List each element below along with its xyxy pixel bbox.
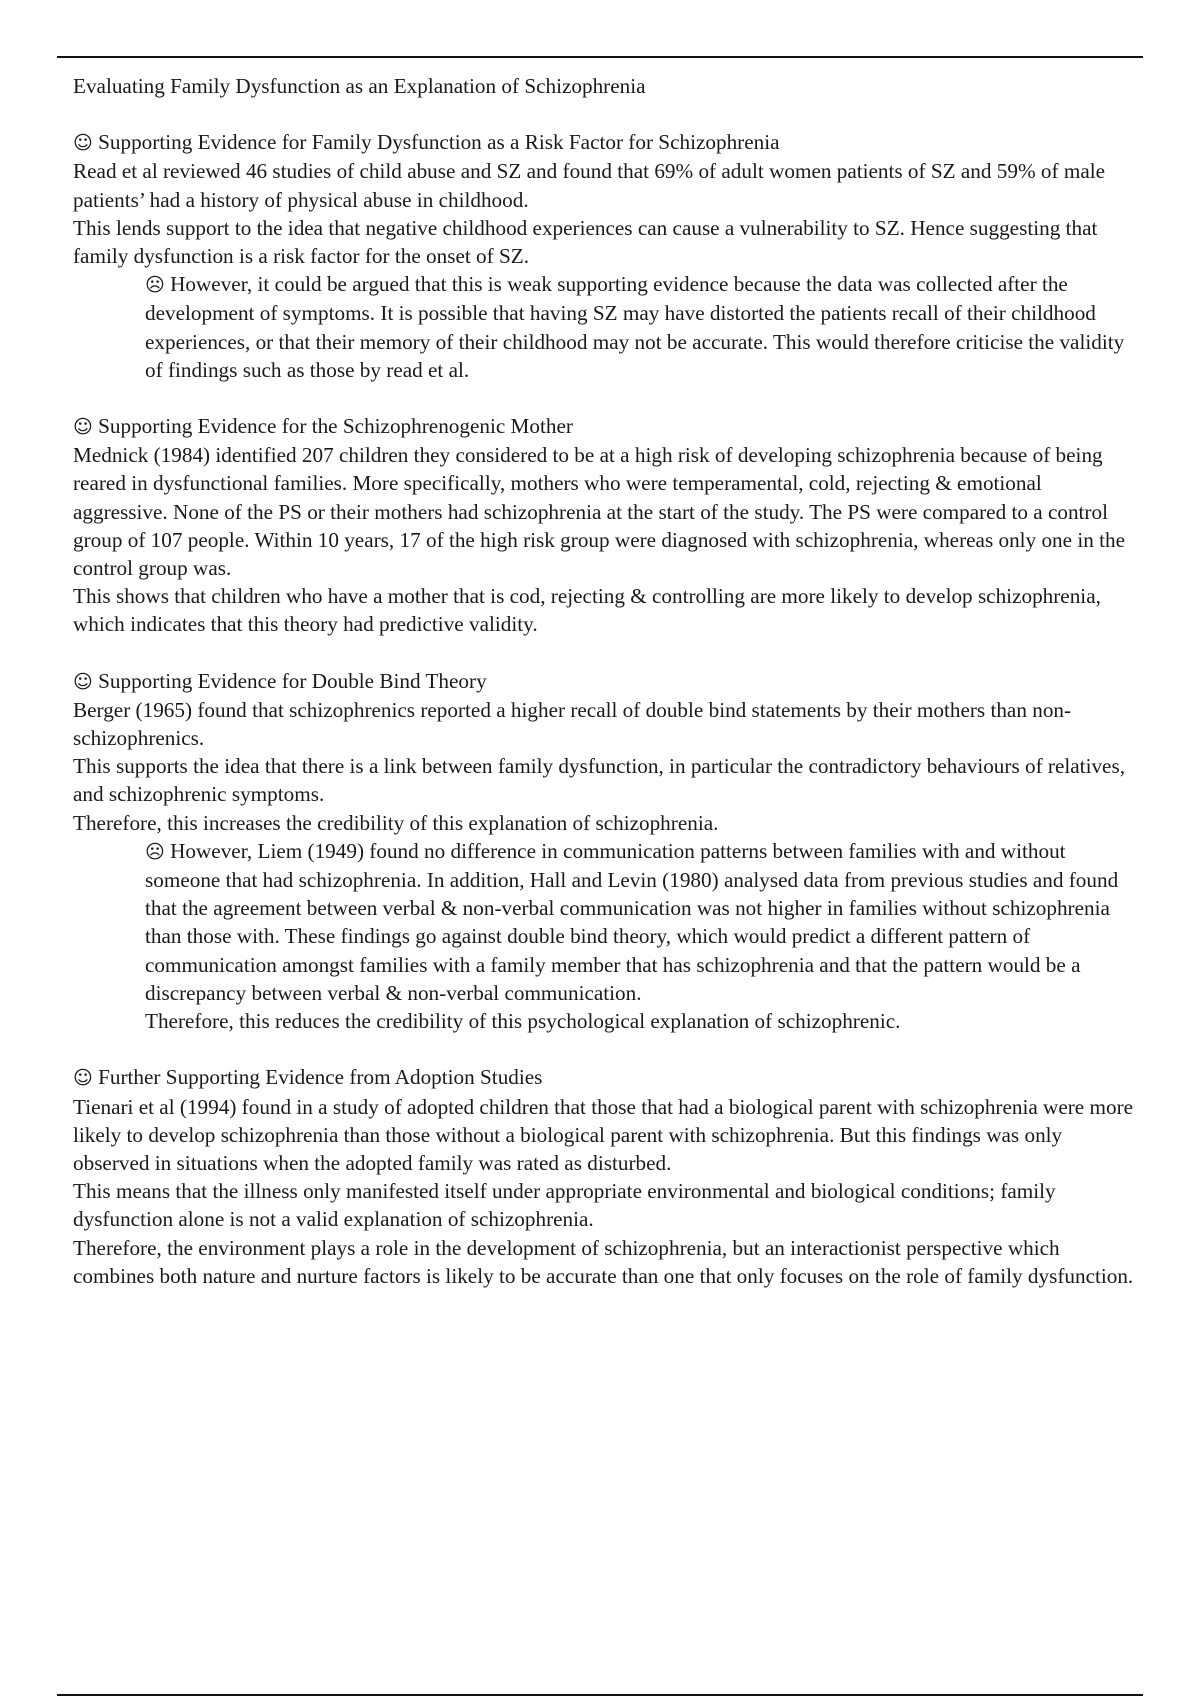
paragraph: This means that the illness only manifested itself under appropriate environmental and biological conditions; family dysfunction alone is not a valid explanation of schizophrenia. xyxy=(73,1179,1056,1232)
paragraph: Berger (1965) found that schizophrenics reported a higher recall of double bind statements by their mothers than non-schizophrenics. xyxy=(73,697,1072,751)
critique-paragraph xyxy=(73,270,1135,384)
section-schizophrenogenic-mother xyxy=(73,412,1135,639)
section-heading xyxy=(73,412,1135,441)
section-heading xyxy=(73,667,1135,696)
smiley-face-icon: ☺ xyxy=(73,670,93,693)
spacer xyxy=(73,100,1135,128)
critique-text: However, Liem (1949) found no difference in communication patterns between families with and without someone that had schizophrenia. In addition, Hall and Levin (1980) analysed data from previous studies and found that the agreement between verbal & non-verbal communication was not higher in families without schizophrenia than those with. These findings go against double bind theory, which would predict a different pattern of communication amongst families with a family member that has schizophrenia and that the pattern would be a discrepancy between verbal & non-verbal communication. xyxy=(145,838,1119,1005)
section-risk-factor xyxy=(73,128,1135,384)
spacer xyxy=(73,384,1135,412)
critique-text: However, it could be argued that this is weak supporting evidence because the data was collected after the development of symptoms. It is possible that having SZ may have distorted the patients recall of their childhood experiences, or that their memory of their childhood may not be accurate. This would therefore criticise the validity of findings such as those by read et al. xyxy=(145,272,1125,382)
section-heading-text: Supporting Evidence for the Schizophrenogenic Mother xyxy=(98,414,573,439)
paragraph: This shows that children who have a mother that is cod, rejecting & controlling are more likely to develop schizophrenia, which indicates that this theory had predictive validity. xyxy=(73,584,1101,637)
bottom-rule xyxy=(57,1694,1143,1696)
paragraph: This lends support to the idea that negative childhood experiences can cause a vulnerability to SZ. Hence suggesting that family dysfunction is a risk factor for the onset of SZ. xyxy=(73,215,1098,269)
paragraph: Read et al reviewed 46 studies of child abuse and SZ and found that 69% of adult women patients of SZ and 59% of male patients’ had a history of physical abuse in childhood. xyxy=(73,159,1106,212)
section-heading-text: Supporting Evidence for Family Dysfunction as a Risk Factor for Schizophrenia xyxy=(98,130,780,155)
spacer xyxy=(73,639,1135,667)
paragraph: Therefore, this increases the credibility of this explanation of schizophrenia. xyxy=(73,810,719,835)
smiley-face-icon: ☺ xyxy=(73,416,93,439)
frowning-face-icon: ☹ xyxy=(145,274,165,297)
paragraph: Tienari et al (1994) found in a study of adopted children that those that had a biological parent with schizophrenia were more likely to develop schizophrenia than those without a biological parent with schizophrenia. But this findings was only observed in situations when the adopted family was rated as disturbed. xyxy=(73,1094,1134,1175)
paragraph: This supports the idea that there is a link between family dysfunction, in particular the contradictory behaviours of relatives, and schizophrenic symptoms. xyxy=(73,754,1125,807)
section-double-bind-theory xyxy=(73,667,1135,1036)
frowning-face-icon: ☹ xyxy=(145,840,165,863)
document-title: Evaluating Family Dysfunction as an Explanation of Schizophrenia xyxy=(73,74,646,98)
smiley-face-icon: ☺ xyxy=(73,1067,93,1090)
paragraph: Therefore, the environment plays a role in the development of schizophrenia, but an interactionist perspective which combines both nature and nurture factors is likely to be accurate than one that only focuses on the role of family dysfunction. xyxy=(73,1235,1134,1288)
section-heading-text: Further Supporting Evidence from Adoption Studies xyxy=(98,1065,543,1090)
section-heading xyxy=(73,1063,1135,1092)
critique-paragraph: Therefore, this reduces the credibility of this psychological explanation of schizophrenic. xyxy=(145,1009,901,1034)
section-heading xyxy=(73,128,1135,157)
paragraph: Mednick (1984) identified 207 children they considered to be at a high risk of developing schizophrenia because of being reared in dysfunctional families. More specifically, mothers who were temperamental, cold, rejecting & emotional aggressive. None of the PS or their mothers had schizophrenia at the start of the study. The PS were compared to a control group of 107 people. Within 10 years, 17 of the high risk group were diagnosed with schizophrenia, whereas only one in the control group was. xyxy=(73,443,1125,581)
section-adoption-studies xyxy=(73,1063,1135,1290)
critique-paragraph xyxy=(73,837,1135,1007)
top-rule xyxy=(57,56,1143,58)
section-heading-text: Supporting Evidence for Double Bind Theory xyxy=(98,668,487,693)
document-body xyxy=(73,72,1135,1290)
spacer xyxy=(73,1035,1135,1063)
smiley-face-icon: ☺ xyxy=(73,132,93,155)
